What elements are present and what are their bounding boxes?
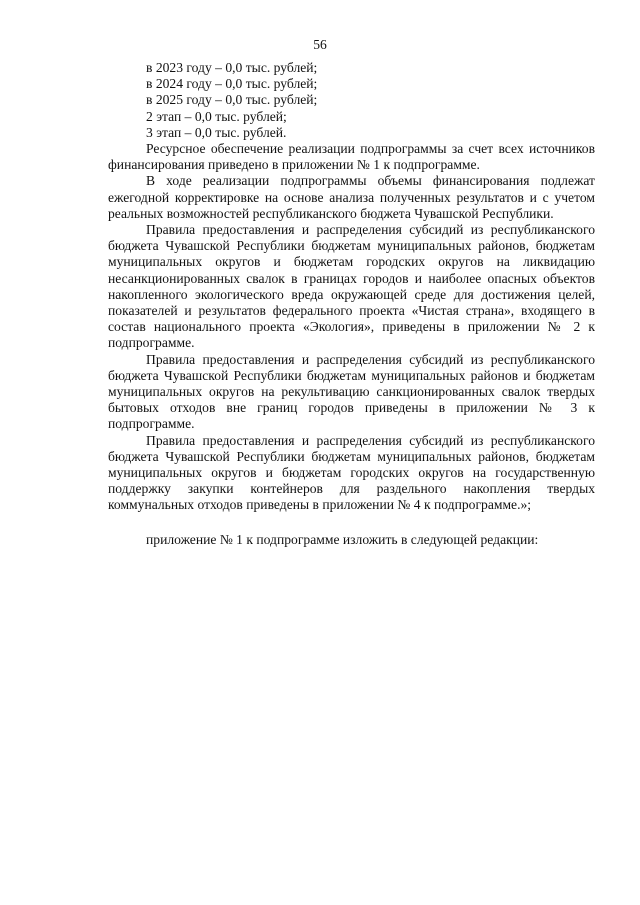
page-number: 56 [313,37,327,52]
funding-line-2023: в 2023 году – 0,0 тыс. рублей; [146,60,318,75]
paragraph-rules-appendix-3: Правила предоставления и распределения субсидий из республиканского бюджета Чувашской Республики бюджетам муниципальных районов и бюджетам муниципальных округов на рекультивацию санкционированных свалок твердых бытовых отходов вне границ городов приведены в приложении № 3 к подпрограмме. [108,351,595,432]
paragraph-rules-appendix-4: Правила предоставления и распределения субсидий из республиканского бюджета Чувашской Республики бюджетам муниципальных районов, бюджетам муниципальных округов и бюджетам городских округов на государственную поддержку закупки контейнеров для раздельного накопления твердых коммунальных отходов приведены в приложении № 4 к подпрограмме.»; [108,432,595,513]
paragraph-appendix-instruction: приложение № 1 к подпрограмме изложить в следующей редакции: [146,531,539,547]
funding-line-stage-3: 3 этап – 0,0 тыс. рублей. [146,124,287,140]
funding-line-stage-2: 2 этап – 0,0 тыс. рублей; [146,108,287,124]
paragraph-resource-provision: Ресурсное обеспечение реализации подпрограммы за счет всех источников финансирования приведено в приложении № 1 к подпрограмме. [108,141,595,173]
paragraph-spacer [108,514,595,532]
document-body [108,60,595,548]
funding-line-2025: в 2025 году – 0,0 тыс. рублей; [146,92,318,108]
paragraph-annual-adjustment: В ходе реализации подпрограммы объемы финансирования подлежат ежегодной корректировке на основе анализа полученных результатов и с учетом реальных возможностей республиканского бюджета Чувашской Республики. [108,173,595,221]
paragraph-rules-appendix-2: Правила предоставления и распределения субсидий из республиканского бюджета Чувашской Республики бюджетам муниципальных районов, бюджетам муниципальных округов и бюджетам городских округов на ликвидацию несанкционированных свалок в границах городов и наиболее опасных объектов накопленного экологического вреда окружающей среде для достижения целей, показателей и результатов федерального проекта «Чистая страна», входящего в состав национального проекта «Экология», приведены в приложении № 2 к подпрограмме. [108,222,595,351]
funding-line-2024: в 2024 году – 0,0 тыс. рублей; [146,76,318,92]
